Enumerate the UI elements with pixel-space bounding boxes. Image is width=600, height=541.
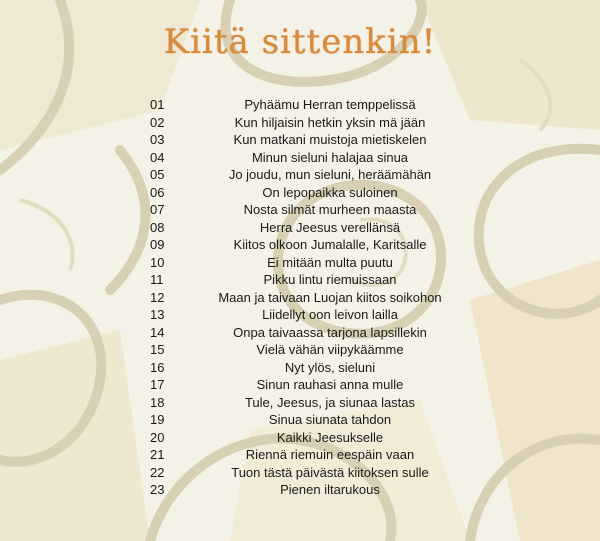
track-title: Onpa taivaassa tarjona lapsillekin bbox=[233, 324, 427, 340]
track-row bbox=[150, 306, 470, 324]
track-row bbox=[150, 376, 470, 394]
track-title: Kun hiljaisin hetkin yksin mä jään bbox=[234, 114, 426, 130]
page-title: Kiitä sittenkin! bbox=[163, 22, 437, 62]
track-title: Kiitos olkoon Jumalalle, Karitsalle bbox=[233, 237, 427, 252]
track-title: On lepopaikka suloinen bbox=[262, 184, 398, 200]
track-title: Sinua siunata tahdon bbox=[268, 412, 392, 427]
track-row bbox=[150, 411, 470, 429]
track-title: Pyhäämu Herran temppelissä bbox=[244, 97, 416, 112]
track-number: 12 bbox=[150, 289, 165, 305]
track-title: Tule, Jeesus, ja siunaa lastas bbox=[244, 394, 416, 410]
track-number: 20 bbox=[150, 429, 165, 445]
track-title: Kaikki Jeesukselle bbox=[276, 429, 384, 445]
track-title: Liidellyt oon leivon lailla bbox=[262, 307, 398, 322]
track-row bbox=[150, 289, 470, 307]
track-row bbox=[150, 166, 470, 184]
track-number: 03 bbox=[150, 132, 165, 147]
track-number: 11 bbox=[150, 272, 164, 287]
track-number: 22 bbox=[150, 464, 165, 480]
track-number: 01 bbox=[150, 97, 165, 112]
track-row bbox=[150, 429, 470, 447]
track-number: 19 bbox=[150, 412, 165, 427]
track-number: 16 bbox=[150, 359, 165, 375]
track-title: Ei mitään multa puutu bbox=[267, 254, 393, 270]
track-row bbox=[150, 236, 470, 254]
track-number: 05 bbox=[150, 167, 165, 182]
track-number: 18 bbox=[150, 394, 165, 410]
track-title: Kun matkani muistoja mietiskelen bbox=[233, 132, 427, 147]
track-row bbox=[150, 324, 470, 342]
track-title: Nosta silmät murheen maasta bbox=[243, 202, 417, 217]
track-title: Pienen iltarukous bbox=[280, 482, 380, 497]
track-title: Tuon tästä päivästä kiitoksen sulle bbox=[231, 464, 429, 480]
track-row bbox=[150, 149, 470, 167]
track-number: 10 bbox=[150, 254, 165, 270]
track-number: 04 bbox=[150, 149, 165, 165]
track-number: 21 bbox=[150, 447, 165, 462]
track-number: 23 bbox=[150, 482, 165, 497]
track-title: Vielä vähän viipykäämme bbox=[256, 342, 404, 357]
track-row bbox=[150, 254, 470, 272]
track-row bbox=[150, 481, 470, 499]
track-number: 17 bbox=[150, 377, 165, 392]
track-row bbox=[150, 464, 470, 482]
track-row bbox=[150, 394, 470, 412]
track-number: 13 bbox=[150, 307, 165, 322]
track-number: 09 bbox=[150, 237, 165, 252]
track-number: 02 bbox=[150, 114, 165, 130]
track-title: Jo joudu, mun sieluni, heräämähän bbox=[228, 167, 432, 182]
track-row bbox=[150, 201, 470, 219]
track-number: 08 bbox=[150, 219, 165, 235]
track-number: 06 bbox=[150, 184, 165, 200]
track-number: 14 bbox=[150, 324, 165, 340]
track-row bbox=[150, 341, 470, 359]
track-row bbox=[150, 446, 470, 464]
track-row bbox=[150, 96, 470, 114]
track-title: Maan ja taivaan Luojan kiitos soikohon bbox=[218, 289, 442, 305]
track-title: Nyt ylös, sieluni bbox=[284, 359, 376, 375]
track-row bbox=[150, 184, 470, 202]
track-title: Herra Jeesus verellänsä bbox=[259, 219, 401, 235]
track-row bbox=[150, 219, 470, 237]
track-number: 15 bbox=[150, 342, 165, 357]
track-title: Sinun rauhasi anna mulle bbox=[256, 377, 404, 392]
track-title: Riennä riemuin eespäin vaan bbox=[245, 447, 415, 462]
track-row bbox=[150, 114, 470, 132]
track-title: Pikku lintu riemuissaan bbox=[263, 272, 397, 287]
track-title: Minun sieluni halajaa sinua bbox=[251, 149, 409, 165]
track-number: 07 bbox=[150, 202, 165, 217]
track-row bbox=[150, 359, 470, 377]
track-row bbox=[150, 131, 470, 149]
track-row bbox=[150, 271, 470, 289]
track-list bbox=[150, 96, 470, 499]
